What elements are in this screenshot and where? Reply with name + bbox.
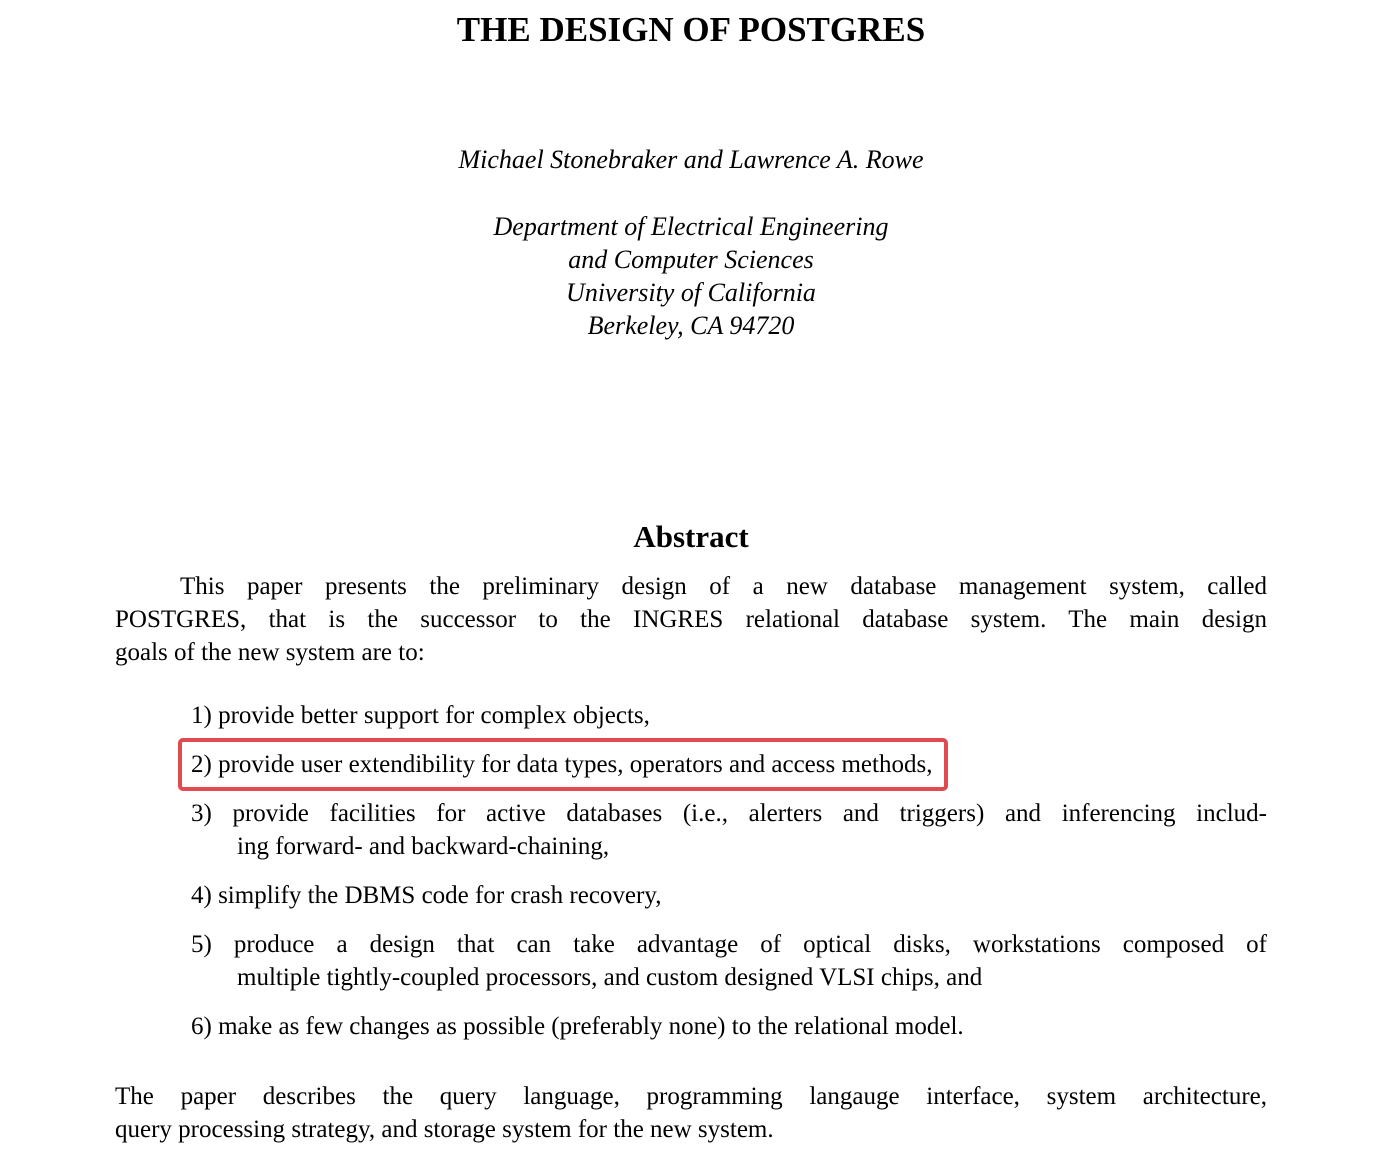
goal-number: 3): [191, 800, 212, 827]
text-line: University of California: [566, 278, 816, 307]
goal-text: [191, 797, 1267, 863]
text-line: goals of the new system are to:: [115, 639, 425, 666]
goal-item: [191, 928, 1267, 994]
goal-line: multiple tightly-coupled processors, and custom designed VLSI chips, and: [237, 964, 983, 991]
text-line: query processing strategy, and storage system for the new system.: [115, 1116, 774, 1143]
goal-line: 1) provide better support for complex objects,: [191, 702, 650, 729]
goal-item: [191, 797, 1267, 863]
goal-text: [191, 879, 1267, 912]
highlight-box: [178, 738, 948, 791]
goal-line: 2) provide user extendibility for data types, operators and access methods,: [191, 751, 933, 778]
goal-text: [191, 699, 1267, 732]
affiliation-block: [115, 210, 1267, 342]
paper-title: THE DESIGN OF POSTGRES: [456, 10, 926, 49]
goal-item: [191, 699, 1267, 732]
goal-number: 2): [191, 751, 212, 778]
goal-line: 6) make as few changes as possible (preferably none) to the relational model.: [191, 1013, 964, 1040]
goal-number: 6): [191, 1013, 212, 1040]
goal-line: 3) provide facilities for active databases (i.e., alerters and triggers) and inferencing includ-: [191, 800, 1267, 827]
goal-line: ing forward- and backward-chaining,: [237, 833, 610, 860]
goal-item: [191, 738, 1267, 791]
goal-line: 4) simplify the DBMS code for crash recovery,: [191, 882, 662, 909]
closing-paragraph: [115, 1080, 1267, 1146]
text-line: This paper presents the preliminary design of a new database management system, called: [180, 573, 1267, 600]
goal-number: 5): [191, 931, 212, 958]
text-line: The paper describes the query language, programming langauge interface, system architecture,: [115, 1083, 1267, 1110]
goal-number: 1): [191, 702, 212, 729]
abstract-intro-paragraph: [115, 570, 1267, 669]
goal-number: 4): [191, 882, 212, 909]
text-line: POSTGRES, that is the successor to the INGRES relational database system. The main design: [115, 606, 1267, 633]
goals-list: [191, 699, 1267, 1043]
text-line: and Computer Sciences: [568, 245, 814, 274]
text-line: Berkeley, CA 94720: [587, 311, 795, 340]
text-line: Department of Electrical Engineering: [493, 212, 889, 241]
goal-line: 5) produce a design that can take advantage of optical disks, workstations composed of: [191, 931, 1267, 958]
goal-text: [191, 1010, 1267, 1043]
goal-item: [191, 879, 1267, 912]
goal-item: [191, 1010, 1267, 1043]
abstract-heading: Abstract: [633, 519, 749, 554]
authors-line: Michael Stonebraker and Lawrence A. Rowe: [458, 145, 924, 174]
goal-text: [191, 928, 1267, 994]
